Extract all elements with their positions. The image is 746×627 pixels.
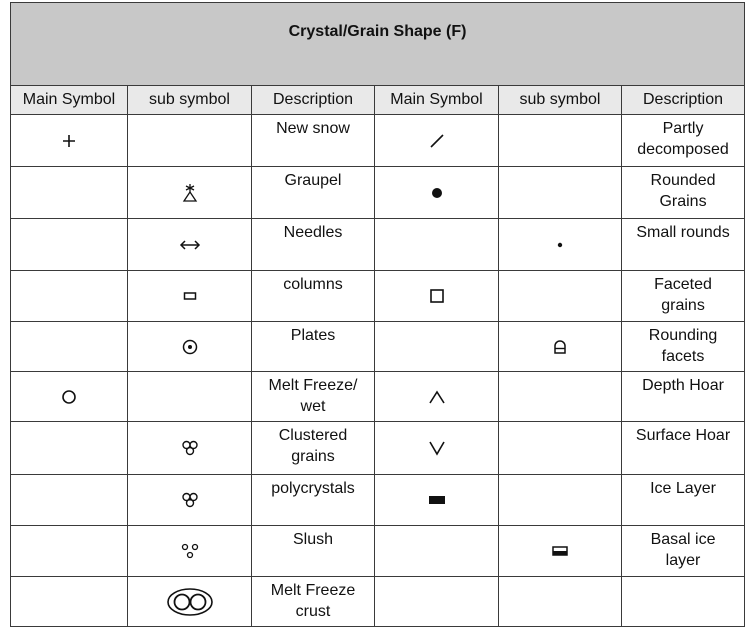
sub-symbol-cell	[128, 271, 252, 322]
caret-up-icon	[375, 388, 498, 406]
main-symbol-cell	[375, 475, 499, 526]
header-description: Description	[622, 86, 745, 115]
slash-icon	[375, 131, 498, 151]
dotted-circle-icon	[128, 338, 251, 356]
table-row	[11, 577, 745, 627]
main-symbol-cell	[11, 219, 128, 271]
table-title: Crystal/Grain Shape (F)	[11, 3, 745, 86]
sub-symbol-cell	[499, 219, 622, 271]
table-row	[11, 115, 745, 167]
table-row	[11, 475, 745, 526]
main-symbol-cell	[11, 115, 128, 167]
sub-symbol-cell	[128, 219, 252, 271]
main-symbol-cell	[375, 115, 499, 167]
rounded-square-icon	[499, 339, 621, 355]
main-symbol-cell	[11, 271, 128, 322]
double-arrow-icon	[128, 239, 251, 251]
description-cell: Slush	[252, 526, 375, 577]
description-cell: Clustered grains	[252, 422, 375, 475]
sub-symbol-cell	[128, 372, 252, 422]
description-cell: New snow	[252, 115, 375, 167]
sub-symbol-cell	[499, 475, 622, 526]
sub-symbol-cell	[499, 577, 622, 627]
table-row	[11, 167, 745, 219]
filled-rectangle-icon	[375, 493, 498, 507]
main-symbol-cell	[375, 322, 499, 372]
sub-symbol-cell	[128, 475, 252, 526]
main-symbol-cell	[375, 372, 499, 422]
table-row	[11, 322, 745, 372]
main-symbol-cell	[375, 271, 499, 322]
main-symbol-cell	[11, 167, 128, 219]
crystal-grain-shape-table	[10, 2, 745, 627]
sub-symbol-cell	[499, 271, 622, 322]
sub-symbol-cell	[128, 422, 252, 475]
table-row	[11, 526, 745, 577]
description-cell: Plates	[252, 322, 375, 372]
main-symbol-cell	[11, 422, 128, 475]
main-symbol-cell	[375, 167, 499, 219]
small-rectangle-icon	[128, 290, 251, 302]
plus-icon	[11, 133, 127, 149]
header-sub-symbol: sub symbol	[128, 86, 252, 115]
description-cell: Melt Freeze/ wet	[252, 372, 375, 422]
description-cell: Melt Freeze crust	[252, 577, 375, 627]
sub-symbol-cell	[499, 526, 622, 577]
main-symbol-cell	[11, 526, 128, 577]
table-row	[11, 372, 745, 422]
description-cell: Rounded Grains	[622, 167, 745, 219]
description-cell: Depth Hoar	[622, 372, 745, 422]
header-main-symbol: Main Symbol	[11, 86, 128, 115]
description-cell: Partly decomposed	[622, 115, 745, 167]
square-icon	[375, 287, 498, 305]
main-symbol-cell	[11, 475, 128, 526]
main-symbol-cell	[11, 322, 128, 372]
filled-dot-icon	[375, 186, 498, 200]
table-row	[11, 219, 745, 271]
description-cell: Needles	[252, 219, 375, 271]
sub-symbol-cell	[128, 577, 252, 627]
graupel-icon	[128, 183, 251, 203]
main-symbol-cell	[375, 577, 499, 627]
main-symbol-cell	[11, 577, 128, 627]
header-row	[11, 86, 745, 115]
sub-symbol-cell	[499, 167, 622, 219]
main-symbol-cell	[375, 422, 499, 475]
sub-symbol-cell	[499, 115, 622, 167]
double-ring-icon	[128, 587, 251, 617]
caret-down-icon	[375, 439, 498, 457]
main-symbol-cell	[375, 526, 499, 577]
main-symbol-cell	[11, 372, 128, 422]
header-sub-symbol: sub symbol	[499, 86, 622, 115]
description-cell: Basal ice layer	[622, 526, 745, 577]
description-cell	[622, 577, 745, 627]
description-cell: Ice Layer	[622, 475, 745, 526]
sub-symbol-cell	[128, 322, 252, 372]
description-cell: Graupel	[252, 167, 375, 219]
sub-symbol-cell	[499, 372, 622, 422]
description-cell: Surface Hoar	[622, 422, 745, 475]
header-main-symbol: Main Symbol	[375, 86, 499, 115]
sub-symbol-cell	[499, 322, 622, 372]
description-cell: columns	[252, 271, 375, 322]
sub-symbol-cell	[128, 115, 252, 167]
table-row	[11, 271, 745, 322]
main-symbol-cell	[375, 219, 499, 271]
clustered-circles-icon	[128, 439, 251, 457]
table-row	[11, 422, 745, 475]
header-description: Description	[252, 86, 375, 115]
sub-symbol-cell	[128, 526, 252, 577]
small-dot-icon	[499, 241, 621, 249]
circle-icon	[11, 388, 127, 406]
description-cell: Faceted grains	[622, 271, 745, 322]
sub-symbol-cell	[499, 422, 622, 475]
striped-rectangle-icon	[499, 545, 621, 557]
description-cell: polycrystals	[252, 475, 375, 526]
polycrystal-icon	[128, 491, 251, 509]
description-cell: Small rounds	[622, 219, 745, 271]
three-circles-icon	[128, 541, 251, 561]
description-cell: Rounding facets	[622, 322, 745, 372]
sub-symbol-cell	[128, 167, 252, 219]
